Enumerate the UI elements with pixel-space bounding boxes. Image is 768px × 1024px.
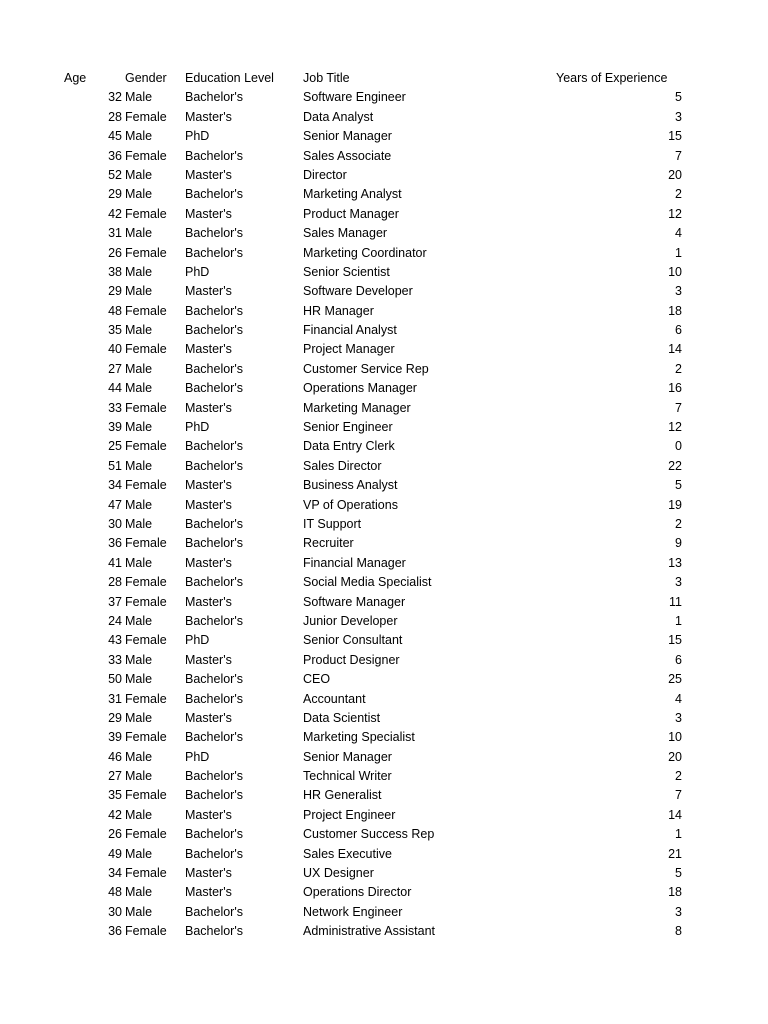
experience-cell: 12 xyxy=(668,420,682,435)
experience-cell: 2 xyxy=(675,187,682,202)
education-cell: Master's xyxy=(185,885,232,900)
education-cell: Bachelor's xyxy=(185,516,243,531)
job-title-cell: Project Engineer xyxy=(303,807,396,822)
experience-cell: 5 xyxy=(675,478,682,493)
table-row xyxy=(0,185,768,204)
table-row xyxy=(0,457,768,476)
education-cell: Master's xyxy=(185,497,232,512)
education-cell: Master's xyxy=(185,555,232,570)
gender-cell: Female xyxy=(125,633,167,648)
table-row xyxy=(0,166,768,185)
education-cell: Master's xyxy=(185,400,232,415)
experience-cell: 20 xyxy=(668,167,682,182)
education-cell: PhD xyxy=(185,264,210,279)
gender-cell: Male xyxy=(125,807,153,822)
gender-cell: Male xyxy=(125,420,153,435)
job-title-cell: Financial Analyst xyxy=(303,323,397,338)
education-cell: Master's xyxy=(185,478,232,493)
experience-cell: 19 xyxy=(668,497,682,512)
experience-cell: 5 xyxy=(675,866,682,881)
education-cell: PhD xyxy=(185,129,210,144)
table-row xyxy=(0,748,768,767)
experience-cell: 12 xyxy=(668,206,682,221)
table-body xyxy=(0,88,768,941)
table-row xyxy=(0,825,768,844)
experience-cell: 5 xyxy=(675,90,682,105)
age-cell: 40 xyxy=(108,342,122,357)
age-cell: 29 xyxy=(108,710,122,725)
job-title-cell: Social Media Specialist xyxy=(303,575,432,590)
table-row xyxy=(0,127,768,146)
age-cell: 47 xyxy=(108,497,122,512)
experience-cell: 22 xyxy=(668,458,682,473)
job-title-cell: Sales Associate xyxy=(303,148,392,163)
education-cell: Master's xyxy=(185,652,232,667)
age-cell: 30 xyxy=(108,516,122,531)
experience-cell: 1 xyxy=(675,827,682,842)
gender-cell: Female xyxy=(125,788,167,803)
table-row xyxy=(0,573,768,592)
education-cell: Master's xyxy=(185,594,232,609)
age-cell: 28 xyxy=(108,575,122,590)
age-cell: 27 xyxy=(108,361,122,376)
education-cell: Bachelor's xyxy=(185,613,243,628)
gender-cell: Male xyxy=(125,381,153,396)
table-row xyxy=(0,88,768,107)
table-row xyxy=(0,224,768,243)
experience-cell: 21 xyxy=(668,846,682,861)
experience-cell: 6 xyxy=(675,652,682,667)
education-cell: Bachelor's xyxy=(185,575,243,590)
age-cell: 34 xyxy=(108,866,122,881)
education-cell: Master's xyxy=(185,342,232,357)
age-cell: 39 xyxy=(108,730,122,745)
education-cell: Bachelor's xyxy=(185,361,243,376)
header-row xyxy=(0,69,768,88)
gender-cell: Male xyxy=(125,361,153,376)
table-row xyxy=(0,418,768,437)
job-title-cell: HR Generalist xyxy=(303,788,382,803)
job-title-cell: Software Engineer xyxy=(303,90,406,105)
header-age: Age xyxy=(64,71,87,85)
age-cell: 28 xyxy=(108,109,122,124)
table-row xyxy=(0,845,768,864)
age-cell: 36 xyxy=(108,536,122,551)
education-cell: Bachelor's xyxy=(185,439,243,454)
experience-cell: 7 xyxy=(675,148,682,163)
job-title-cell: Project Manager xyxy=(303,342,395,357)
gender-cell: Male xyxy=(125,497,153,512)
table-row xyxy=(0,340,768,359)
gender-cell: Female xyxy=(125,109,167,124)
job-title-cell: Sales Director xyxy=(303,458,382,473)
experience-cell: 8 xyxy=(675,924,682,939)
table-row xyxy=(0,108,768,127)
gender-cell: Female xyxy=(125,400,167,415)
table-row xyxy=(0,360,768,379)
age-cell: 50 xyxy=(108,672,122,687)
age-cell: 24 xyxy=(108,613,122,628)
education-cell: Master's xyxy=(185,206,232,221)
table-row xyxy=(0,515,768,534)
education-cell: Master's xyxy=(185,167,232,182)
age-cell: 48 xyxy=(108,303,122,318)
education-cell: Bachelor's xyxy=(185,90,243,105)
job-title-cell: Data Analyst xyxy=(303,109,374,124)
education-cell: Bachelor's xyxy=(185,226,243,241)
age-cell: 37 xyxy=(108,594,122,609)
job-title-cell: Marketing Manager xyxy=(303,400,411,415)
header-gender: Gender xyxy=(125,71,167,85)
table-row xyxy=(0,476,768,495)
experience-cell: 3 xyxy=(675,109,682,124)
age-cell: 36 xyxy=(108,924,122,939)
job-title-cell: IT Support xyxy=(303,516,362,531)
age-cell: 39 xyxy=(108,420,122,435)
education-cell: Bachelor's xyxy=(185,730,243,745)
gender-cell: Male xyxy=(125,284,153,299)
gender-cell: Male xyxy=(125,226,153,241)
table-row xyxy=(0,767,768,786)
gender-cell: Female xyxy=(125,303,167,318)
table-row xyxy=(0,263,768,282)
age-cell: 34 xyxy=(108,478,122,493)
experience-cell: 16 xyxy=(668,381,682,396)
job-title-cell: Network Engineer xyxy=(303,904,403,919)
table-row xyxy=(0,282,768,301)
experience-cell: 2 xyxy=(675,516,682,531)
job-title-cell: Technical Writer xyxy=(303,769,392,784)
age-cell: 33 xyxy=(108,400,122,415)
job-title-cell: Financial Manager xyxy=(303,555,406,570)
table-row xyxy=(0,321,768,340)
gender-cell: Female xyxy=(125,439,167,454)
gender-cell: Female xyxy=(125,575,167,590)
age-cell: 45 xyxy=(108,129,122,144)
age-cell: 52 xyxy=(108,167,122,182)
experience-cell: 2 xyxy=(675,769,682,784)
data-table xyxy=(0,69,768,942)
age-cell: 43 xyxy=(108,633,122,648)
job-title-cell: Product Designer xyxy=(303,652,400,667)
table-row xyxy=(0,903,768,922)
experience-cell: 4 xyxy=(675,691,682,706)
job-title-cell: Director xyxy=(303,167,347,182)
gender-cell: Female xyxy=(125,866,167,881)
education-cell: Bachelor's xyxy=(185,769,243,784)
experience-cell: 7 xyxy=(675,788,682,803)
education-cell: Bachelor's xyxy=(185,846,243,861)
job-title-cell: Data Entry Clerk xyxy=(303,439,395,454)
table-row xyxy=(0,883,768,902)
gender-cell: Female xyxy=(125,478,167,493)
experience-cell: 3 xyxy=(675,575,682,590)
experience-cell: 13 xyxy=(668,555,682,570)
education-cell: Bachelor's xyxy=(185,148,243,163)
experience-cell: 15 xyxy=(668,129,682,144)
age-cell: 32 xyxy=(108,90,122,105)
age-cell: 29 xyxy=(108,284,122,299)
gender-cell: Male xyxy=(125,652,153,667)
table-row xyxy=(0,437,768,456)
job-title-cell: Accountant xyxy=(303,691,366,706)
experience-cell: 14 xyxy=(668,342,682,357)
table-row xyxy=(0,379,768,398)
gender-cell: Female xyxy=(125,691,167,706)
table-row xyxy=(0,302,768,321)
experience-cell: 6 xyxy=(675,323,682,338)
job-title-cell: Marketing Coordinator xyxy=(303,245,427,260)
header-years-of-experience: Years of Experience xyxy=(556,71,668,85)
experience-cell: 2 xyxy=(675,361,682,376)
experience-cell: 14 xyxy=(668,807,682,822)
age-cell: 29 xyxy=(108,187,122,202)
header-education-level: Education Level xyxy=(185,71,274,85)
age-cell: 49 xyxy=(108,846,122,861)
job-title-cell: Senior Engineer xyxy=(303,420,393,435)
experience-cell: 7 xyxy=(675,400,682,415)
table-row xyxy=(0,205,768,224)
job-title-cell: Marketing Specialist xyxy=(303,730,415,745)
table-row xyxy=(0,864,768,883)
education-cell: PhD xyxy=(185,749,210,764)
age-cell: 35 xyxy=(108,323,122,338)
table-row xyxy=(0,709,768,728)
gender-cell: Male xyxy=(125,187,153,202)
education-cell: Bachelor's xyxy=(185,904,243,919)
table-row xyxy=(0,728,768,747)
gender-cell: Male xyxy=(125,264,153,279)
education-cell: Bachelor's xyxy=(185,788,243,803)
table-row xyxy=(0,631,768,650)
gender-cell: Male xyxy=(125,710,153,725)
education-cell: Bachelor's xyxy=(185,245,243,260)
experience-cell: 3 xyxy=(675,284,682,299)
education-cell: Bachelor's xyxy=(185,536,243,551)
education-cell: Bachelor's xyxy=(185,827,243,842)
gender-cell: Female xyxy=(125,827,167,842)
job-title-cell: VP of Operations xyxy=(303,497,398,512)
education-cell: Bachelor's xyxy=(185,458,243,473)
education-cell: Bachelor's xyxy=(185,381,243,396)
gender-cell: Female xyxy=(125,594,167,609)
education-cell: Bachelor's xyxy=(185,691,243,706)
age-cell: 51 xyxy=(108,458,122,473)
job-title-cell: Software Manager xyxy=(303,594,406,609)
job-title-cell: HR Manager xyxy=(303,303,374,318)
gender-cell: Male xyxy=(125,516,153,531)
experience-cell: 0 xyxy=(675,439,682,454)
table-row xyxy=(0,554,768,573)
job-title-cell: Senior Manager xyxy=(303,749,392,764)
table-row xyxy=(0,651,768,670)
gender-cell: Female xyxy=(125,536,167,551)
gender-cell: Male xyxy=(125,167,153,182)
age-cell: 38 xyxy=(108,264,122,279)
gender-cell: Female xyxy=(125,245,167,260)
education-cell: Bachelor's xyxy=(185,323,243,338)
table-row xyxy=(0,612,768,631)
age-cell: 42 xyxy=(108,807,122,822)
education-cell: Bachelor's xyxy=(185,924,243,939)
experience-cell: 15 xyxy=(668,633,682,648)
table-row xyxy=(0,806,768,825)
gender-cell: Male xyxy=(125,672,153,687)
education-cell: Master's xyxy=(185,710,232,725)
gender-cell: Female xyxy=(125,206,167,221)
job-title-cell: Sales Manager xyxy=(303,226,388,241)
gender-cell: Male xyxy=(125,613,153,628)
gender-cell: Male xyxy=(125,323,153,338)
job-title-cell: Customer Success Rep xyxy=(303,827,435,842)
education-cell: Bachelor's xyxy=(185,187,243,202)
gender-cell: Male xyxy=(125,769,153,784)
age-cell: 42 xyxy=(108,206,122,221)
job-title-cell: Recruiter xyxy=(303,536,354,551)
job-title-cell: Data Scientist xyxy=(303,710,381,725)
education-cell: Master's xyxy=(185,807,232,822)
age-cell: 30 xyxy=(108,904,122,919)
experience-cell: 10 xyxy=(668,264,682,279)
age-cell: 26 xyxy=(108,245,122,260)
experience-cell: 9 xyxy=(675,536,682,551)
gender-cell: Female xyxy=(125,924,167,939)
education-cell: Master's xyxy=(185,866,232,881)
table-row xyxy=(0,399,768,418)
job-title-cell: Senior Consultant xyxy=(303,633,403,648)
job-title-cell: Sales Executive xyxy=(303,846,392,861)
age-cell: 25 xyxy=(108,439,122,454)
gender-cell: Male xyxy=(125,904,153,919)
age-cell: 46 xyxy=(108,749,122,764)
gender-cell: Male xyxy=(125,458,153,473)
experience-cell: 4 xyxy=(675,226,682,241)
experience-cell: 10 xyxy=(668,730,682,745)
gender-cell: Male xyxy=(125,885,153,900)
gender-cell: Male xyxy=(125,749,153,764)
job-title-cell: Customer Service Rep xyxy=(303,361,429,376)
gender-cell: Female xyxy=(125,730,167,745)
age-cell: 31 xyxy=(108,691,122,706)
gender-cell: Female xyxy=(125,148,167,163)
gender-cell: Male xyxy=(125,555,153,570)
gender-cell: Male xyxy=(125,129,153,144)
job-title-cell: Operations Director xyxy=(303,885,412,900)
education-cell: PhD xyxy=(185,420,210,435)
experience-cell: 18 xyxy=(668,885,682,900)
gender-cell: Male xyxy=(125,90,153,105)
job-title-cell: UX Designer xyxy=(303,866,374,881)
age-cell: 33 xyxy=(108,652,122,667)
table-row xyxy=(0,593,768,612)
education-cell: PhD xyxy=(185,633,210,648)
age-cell: 27 xyxy=(108,769,122,784)
table-row xyxy=(0,786,768,805)
gender-cell: Female xyxy=(125,342,167,357)
age-cell: 41 xyxy=(108,555,122,570)
table-row xyxy=(0,496,768,515)
experience-cell: 1 xyxy=(675,245,682,260)
education-cell: Master's xyxy=(185,109,232,124)
job-title-cell: Marketing Analyst xyxy=(303,187,402,202)
job-title-cell: Business Analyst xyxy=(303,478,398,493)
table-row xyxy=(0,922,768,941)
table-row xyxy=(0,690,768,709)
job-title-cell: Senior Scientist xyxy=(303,264,390,279)
education-cell: Bachelor's xyxy=(185,672,243,687)
age-cell: 26 xyxy=(108,827,122,842)
experience-cell: 25 xyxy=(668,672,682,687)
table-row xyxy=(0,147,768,166)
job-title-cell: Operations Manager xyxy=(303,381,417,396)
job-title-cell: Junior Developer xyxy=(303,613,398,628)
gender-cell: Male xyxy=(125,846,153,861)
education-cell: Master's xyxy=(185,284,232,299)
experience-cell: 3 xyxy=(675,710,682,725)
experience-cell: 18 xyxy=(668,303,682,318)
experience-cell: 11 xyxy=(669,594,682,609)
age-cell: 31 xyxy=(108,226,122,241)
job-title-cell: CEO xyxy=(303,672,331,687)
age-cell: 35 xyxy=(108,788,122,803)
job-title-cell: Senior Manager xyxy=(303,129,392,144)
experience-cell: 20 xyxy=(668,749,682,764)
header-job-title: Job Title xyxy=(303,71,350,85)
job-title-cell: Administrative Assistant xyxy=(303,924,435,939)
experience-cell: 1 xyxy=(675,613,682,628)
job-title-cell: Product Manager xyxy=(303,206,399,221)
age-cell: 48 xyxy=(108,885,122,900)
table-row xyxy=(0,534,768,553)
job-title-cell: Software Developer xyxy=(303,284,413,299)
education-cell: Bachelor's xyxy=(185,303,243,318)
age-cell: 36 xyxy=(108,148,122,163)
table-row xyxy=(0,670,768,689)
age-cell: 44 xyxy=(108,381,122,396)
experience-cell: 3 xyxy=(675,904,682,919)
table-row xyxy=(0,244,768,263)
